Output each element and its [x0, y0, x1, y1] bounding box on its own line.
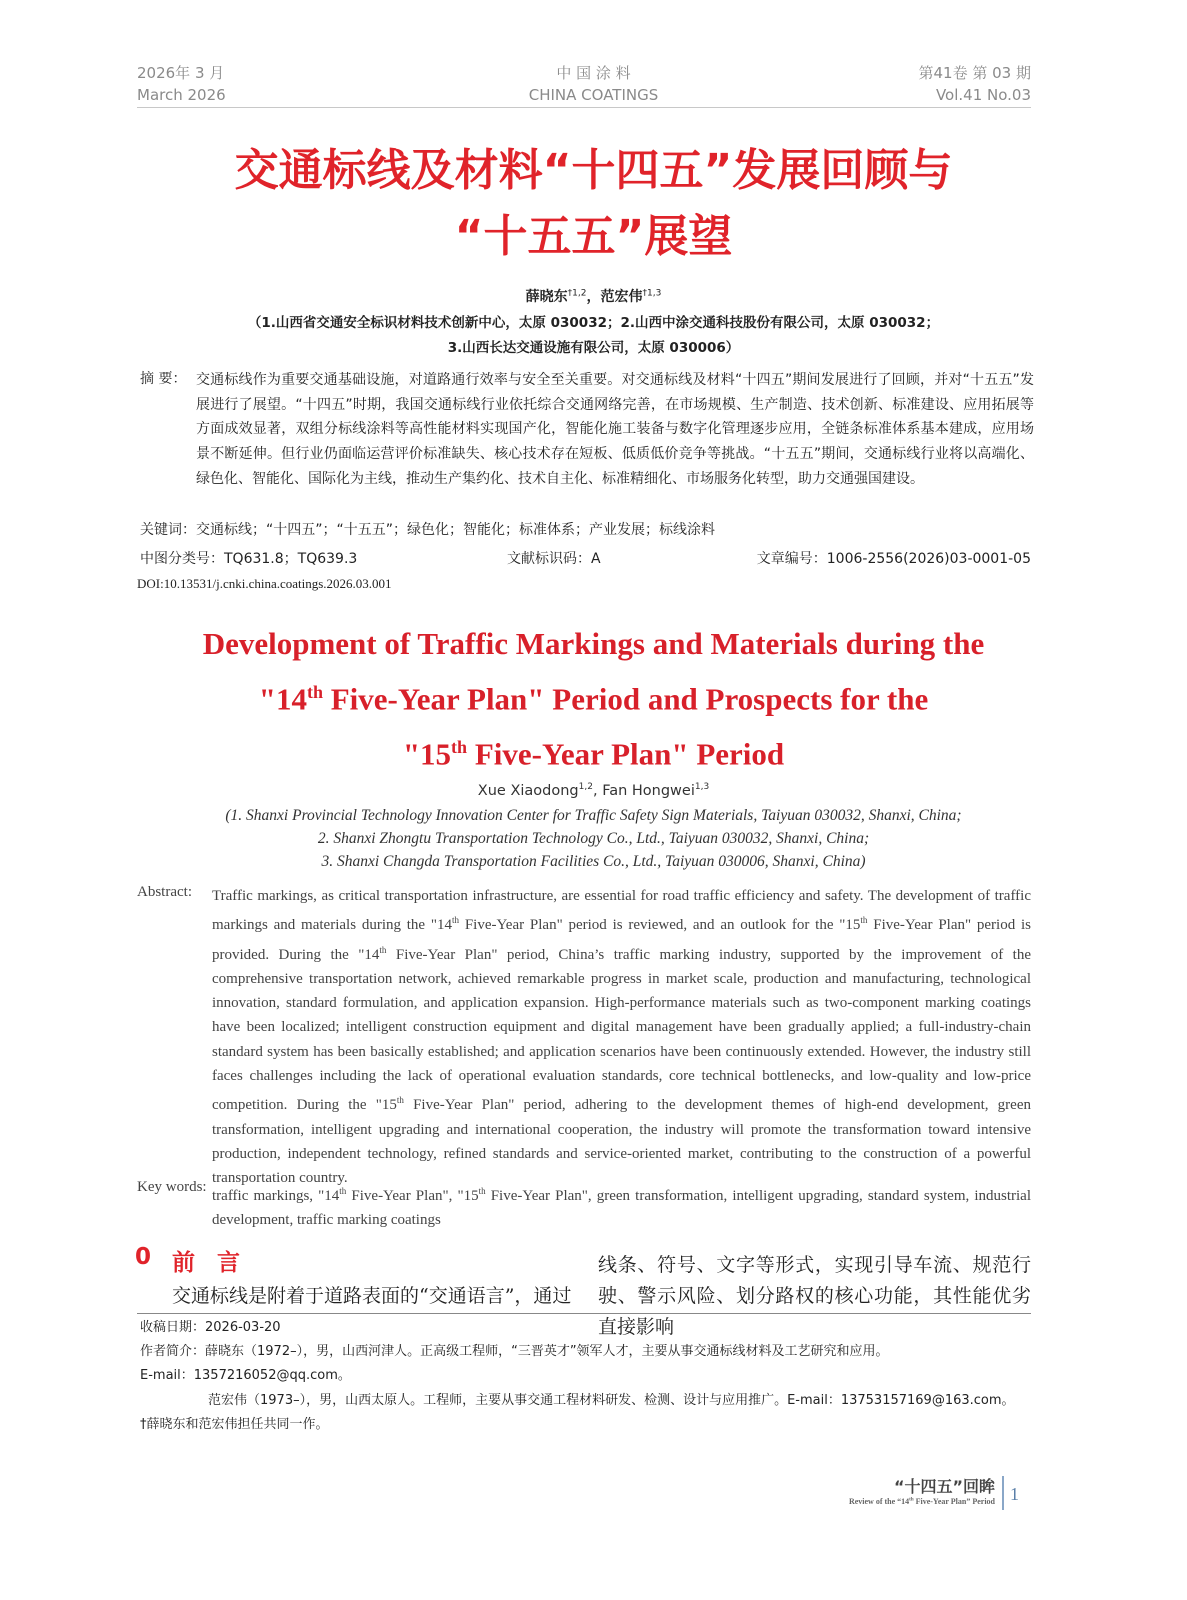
en-affil-line2: 2. Shanxi Zhongtu Transportation Technology Co., Ltd., Taiyuan 030032, Shanxi, China;: [317, 830, 870, 847]
page-number: 1: [1010, 1484, 1019, 1504]
body-text-right: 线条、符号、文字等形式，实现引导车流、规范行驶、警示风险、划分路权的核心功能，其性能优劣直接影响: [598, 1254, 1031, 1338]
cn-author2: 范宏伟: [600, 289, 643, 305]
en-affil-line3: 3. Shanxi Changda Transportation Facilities Co., Ltd., Taiyuan 030006, Shanxi, China): [321, 853, 866, 870]
en-authors: [0, 782, 1187, 799]
author-intro: 作者简介：薛晓东（1972–），男，山西河津人。正高级工程师，“三晋英才”领军人才，主要从事交通标线材料及工艺研究和应用。: [140, 1344, 889, 1359]
footer-column-cn: “十四五”回眸: [893, 1477, 995, 1496]
en-title-line3-pre: "15: [402, 736, 452, 772]
en-affiliations: [100, 804, 1087, 873]
cn-affiliations: [150, 311, 1037, 361]
section-number: 0: [135, 1244, 152, 1270]
header-volume-cn: 第41卷 第 03 期: [918, 64, 1031, 82]
cn-author1-sup: †1,2: [567, 288, 587, 299]
en-author2: Fan Hongwei: [602, 782, 695, 799]
footer-column-en: [849, 1497, 995, 1506]
en-title-line2: [100, 668, 1087, 723]
cn-title: [100, 138, 1087, 270]
en-abstract-label: Abstract:: [137, 884, 192, 900]
en-abstract-sup: th: [452, 915, 460, 926]
en-author-sep: ,: [592, 782, 603, 799]
footer-column-en-sup: th: [909, 1497, 914, 1503]
en-abstract-sup: th: [379, 944, 387, 955]
cn-title-line1: 交通标线及材料“十四五”发展回顾与: [234, 145, 953, 196]
en-author2-sup: 1,3: [694, 782, 710, 792]
footer-column-en-post: Five-Year Plan” Period: [913, 1497, 995, 1506]
header-journal-en: CHINA COATINGS: [528, 86, 659, 104]
cn-author2-sup: †1,3: [642, 288, 662, 299]
body-text-left: 交通标线是附着于道路表面的“交通语言”，通过: [172, 1285, 572, 1307]
en-author1-sup: 1,2: [578, 782, 593, 792]
header-date-en: March 2026: [137, 86, 226, 104]
en-keywords: [212, 1179, 1031, 1232]
header-volume: [919, 62, 1031, 106]
section-title: 前言: [172, 1250, 262, 1276]
en-author1: Xue Xiaodong: [477, 782, 579, 799]
header-journal-cn: 中 国 涂 料: [556, 64, 631, 82]
en-keywords-part: traffic markings, "14: [212, 1188, 340, 1204]
cn-affil-line1: （1.山西省交通安全标识材料技术创新中心，太原 030032；2.山西中涂交通科技股份有限公司，太原 030032；: [247, 315, 940, 331]
en-title-line2-post: Five-Year Plan" Period and Prospects for the: [322, 681, 929, 717]
en-title-line3: [100, 723, 1087, 778]
en-abstract-sup: th: [396, 1095, 404, 1106]
header-date-cn: 2026年 3 月: [137, 64, 225, 82]
cn-abstract-label: 摘 要：: [140, 371, 187, 387]
en-abstract-part: Five-Year Plan" period is provided. During the "14: [212, 917, 1032, 963]
en-affil-line1: (1. Shanxi Provincial Technology Innovation Center for Traffic Safety Sign Materials, Taiyuan 030032, Shanxi, China;: [225, 807, 962, 824]
cofirst-note: †薛晓东和范宏伟担任共同一作。: [140, 1417, 329, 1432]
header-volume-en: Vol.41 No.03: [935, 86, 1031, 104]
en-keywords-sup: th: [478, 1186, 486, 1196]
received-date: 收稿日期：2026-03-20: [140, 1320, 281, 1335]
cn-authors: [0, 286, 1187, 306]
en-keywords-part: Five-Year Plan", "15: [346, 1188, 479, 1204]
cn-author-sep: ，: [586, 289, 601, 305]
en-abstract: [212, 884, 1031, 1191]
en-title-line2-pre: "14: [258, 681, 307, 717]
en-title-line3-post: Five-Year Plan" Period: [467, 736, 785, 772]
cn-affil-line2: 3.山西长达交通设施有限公司，太原 030006）: [447, 340, 740, 356]
footer-column-en-pre: Review of the “14: [848, 1497, 910, 1506]
en-keywords-label: Key words:: [137, 1179, 207, 1195]
cn-keywords: 关键词：交通标线；“十四五”；“十五五”；绿色化；智能化；标准体系；产业发展；标线涂料: [140, 522, 716, 538]
footnote-divider: [137, 1313, 1031, 1314]
cn-author1: 薛晓东: [525, 289, 568, 305]
en-abstract-part: Five-Year Plan" period, adhering to the development themes of high-end development, green transformation, intelligent upgrading and international cooperation, the industry will promote the transformation toward intensive production, independent technology, refined standards and service-oriented market, contributing to the construction of a powerful transportation country.: [212, 1097, 1031, 1187]
en-title-line1: Development of Traffic Markings and Materials during the: [202, 626, 985, 661]
en-abstract-part: Traffic markings, as critical transportation infrastructure, are essential for road traffic efficiency and safety. The development of traffic markings and materials during the "14: [212, 888, 1031, 934]
clc-number: 中图分类号：TQ631.8；TQ639.3: [140, 551, 358, 567]
footer-divider: [1002, 1476, 1004, 1510]
en-title-line3-sup: th: [451, 737, 468, 758]
doi: DOI:10.13531/j.cnki.china.coatings.2026.03.001: [137, 576, 392, 591]
author1-email: E-mail：1357216052@qq.com。: [140, 1368, 351, 1383]
en-abstract-part: Five-Year Plan" period, China’s traffic marking industry, supported by the improvement of the comprehensive transportation network, achieved remarkable progress in market scale, production and manufacturing, technological innovation, standard formulation, and application expansion. High-performance materials such as two-component marking coatings have been localized; intelligent construction equipment and digital management have been gradually applied; a full-industry-chain standard system has been basically established; and application scenarios have been continuously extended. However, the industry still faces challenges including the lack of operational evaluation standards, core technical bottlenecks, and low-quality and low-price competition. During the "15: [212, 946, 1031, 1114]
author2-intro: 范宏伟（1973–），男，山西太原人。工程师，主要从事交通工程材料研发、检测、设计与应用推广。E-mail：13753157169@163.com。: [208, 1393, 1015, 1408]
en-abstract-part: Five-Year Plan" period is reviewed, and an outlook for the "15: [459, 917, 861, 934]
en-title-line2-sup: th: [306, 682, 323, 702]
document-code: 文献标识码：A: [507, 551, 601, 567]
en-title: [100, 620, 1087, 779]
header-divider: [137, 107, 1031, 108]
cn-title-line2: “十五五”展望: [454, 211, 733, 262]
en-keywords-part: Five-Year Plan", green transformation, intelligent upgrading, standard system, industrial development, traffic marking coatings: [212, 1188, 1032, 1228]
article-number: 文章编号：1006-2556(2026)03-0001-05: [756, 551, 1031, 567]
cn-abstract: 交通标线作为重要交通基础设施，对道路通行效率与安全至关重要。对交通标线及材料“十四五”期间发展进行了回顾，并对“十五五”发展进行了展望。“十四五”时期，我国交通标线行业依托综合交通网络完善，在市场规模、生产制造、技术创新、标准建设、应用拓展等方面成效显著，双组分标线涂料等高性能材料实现国产化，智能化施工装备与数字化管理逐步应用，全链条标准体系基本建成，应用场景不断延伸。但行业仍面临运营评价标准缺失、核心技术存在短板、低质低价竞争等挑战。“十五五”期间，交通标线行业将以高端化、绿色化、智能化、国际化为主线，推动生产集约化、技术自主化、标准精细化、市场服务化转型，助力交通强国建设。: [196, 372, 1034, 487]
en-keywords-sup: th: [339, 1186, 347, 1196]
en-abstract-sup: th: [860, 915, 868, 926]
